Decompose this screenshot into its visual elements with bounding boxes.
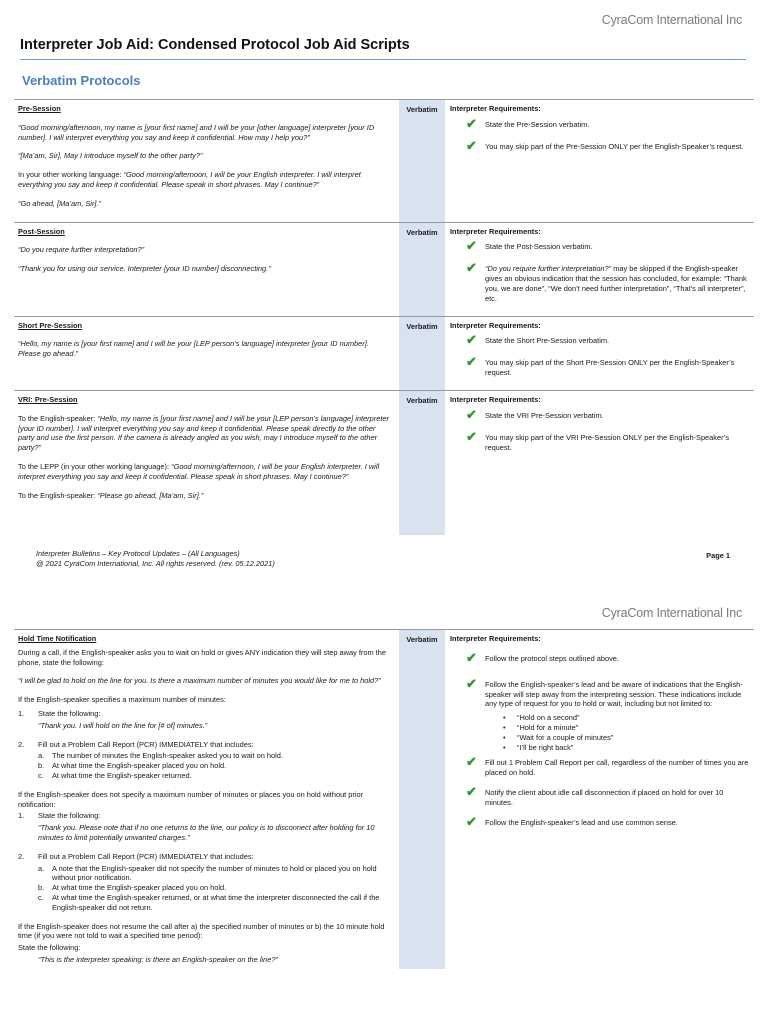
hold-if-not-resume: If the English-speaker does not resume the call after a) the specified number of minutes or b) the 10 minute hold time (if you were not told to wait a specified time period):: [18, 921, 385, 941]
substep-letter: b.: [38, 761, 45, 771]
substep-letter: c.: [38, 770, 44, 780]
check-icon: ✔: [466, 137, 477, 153]
hold-intro: During a call, if the English-speaker asks you to wait on hold or gives ANY indication they will step away from the phone, state the following:: [18, 647, 386, 667]
substep-text: The number of minutes the English-speaker asked you to wait on hold.: [52, 751, 283, 761]
final-quote: “This is the interpreter speaking: is there an English-speaker on the line?”: [38, 954, 278, 964]
requirements-cell: Interpreter Requirements: ✔ Follow the protocol steps outlined above. ✔ Follow the English-speaker’s lead and be aware of indications that the English-speaker will step away from the interpreting session. These indications include any type of request for you to hold or wait, including but not limited to: • “Hold on a second” • “Hold for a minute” • “Wait for a couple of minutes” • “I’ll be right back” ✔ Fill out 1 Problem Call Report per call, regardless of the number of times you are placed on hold. ✔ Notify the client about idle call disconnection if placed on hold for over 10 minutes. ✔ Follow the English-speaker’s lead and use common sense.: [445, 630, 754, 969]
check-icon: ✔: [466, 783, 477, 799]
protocol-heading: Post-Session: [18, 226, 65, 236]
requirement-text: Follow the English-speaker’s lead and use common sense.: [485, 817, 678, 827]
script-cell: [14, 630, 399, 969]
check-icon: ✔: [466, 428, 477, 444]
requirements-heading: Interpreter Requirements:: [450, 394, 541, 404]
substep-letter: a.: [38, 863, 45, 873]
page-number: Page 1: [706, 551, 730, 560]
verbatim-label: Verbatim: [399, 222, 445, 316]
table-row-vri-pre-session: [14, 390, 754, 535]
requirements-cell: [445, 222, 754, 316]
requirement-text: State the Pre-Session verbatim.: [485, 119, 590, 129]
table-row-pre-session: [14, 100, 754, 223]
document-page-2: [0, 585, 768, 1024]
footer-copyright: @ 2021 CyraCom International, Inc. All rights reserved. (rev. 05.12.2021): [36, 558, 275, 568]
script-prefix: To the English-speaker:: [18, 490, 98, 500]
step-quote: “Thank you. I will hold on the line for [# of] minutes.”: [38, 720, 208, 730]
company-logo: CyraCom International Inc: [601, 13, 742, 27]
requirement-text: You may skip part of the Pre-Session ONLY per the English-Speaker’s request.: [485, 141, 744, 151]
requirements-heading: Interpreter Requirements:: [450, 634, 541, 643]
bullet-text: “Wait for a couple of minutes”: [517, 732, 614, 742]
substep-text: At what time the English-speaker returned.: [52, 770, 192, 780]
check-icon: ✔: [466, 406, 477, 422]
protocol-heading: Hold Time Notification: [18, 634, 97, 643]
step-text: Fill out a Problem Call Report (PCR) IMMEDIATELY that includes:: [38, 851, 254, 861]
requirement-quote: “Do you require further interpretation?”: [485, 264, 612, 274]
step-text: Fill out a Problem Call Report (PCR) IMMEDIATELY that includes:: [38, 739, 254, 749]
requirement-text: Fill out 1 Problem Call Report per call, regardless of the number of times you are placed on hold.: [485, 758, 749, 778]
check-icon: ✔: [466, 332, 477, 348]
step-number: 1.: [18, 708, 25, 718]
substep-text: A note that the English-speaker did not specify the number of minutes to hold or placed you on hold without prior notification.: [52, 863, 377, 883]
script-text: “Do you require further interpretation?”: [18, 245, 145, 255]
company-logo: CyraCom International Inc: [601, 606, 742, 620]
script-cell: [14, 316, 399, 390]
requirement-text: Follow the English-speaker’s lead and be aware of indications that the English-speaker will step away from the interpreting session. These indications include any type of request for you to hold or wait, including but not limited to:: [485, 679, 743, 709]
table-row-post-session: [14, 222, 754, 316]
script-prefix: To the LEPP (in your other working language):: [18, 461, 172, 471]
requirements-cell: [445, 390, 754, 535]
requirement-text: You may skip part of the Short Pre-Session ONLY per the English-Speaker’s request.: [485, 358, 735, 378]
substep-letter: a.: [38, 751, 45, 761]
requirement-text: Notify the client about idle call disconnection if placed on hold for over 10 minutes.: [485, 787, 724, 807]
substep-text: At what time the English-speaker placed you on hold.: [52, 761, 227, 771]
script-text: “Hello, my name is [your first name] and I will be your [LEP person’s language] interpreter [your ID number]. I will interpret everything you say and keep it confidential. Please speak directly to the other party and use the first person. If the camera is already angled as you wish, may I introduce myself to the other party?”: [18, 413, 389, 453]
step-number: 2.: [18, 739, 25, 749]
script-prefix: To the English-speaker:: [18, 413, 98, 423]
protocol-heading: VRI: Pre-Session: [18, 394, 78, 404]
protocol-heading: Pre-Session: [18, 104, 61, 113]
script-text: “Go ahead, [Ma’am, Sir].”: [18, 198, 101, 208]
bullet-text: “I’ll be right back”: [517, 742, 574, 752]
requirements-heading: Interpreter Requirements:: [450, 320, 541, 330]
state-following: State the following:: [18, 943, 81, 953]
script-text: “Hello, my name is [your first name] and I will be your [LEP person’s language] interpreter [your ID number]. Please go ahead.”: [18, 339, 369, 359]
script-text: “Good morning/afternoon, I will be your English interpreter. I will interpret everything you say and keep it confidential. Please speak in short phrases. May I continue?”: [18, 461, 380, 481]
table-row-short-pre-session: [14, 316, 754, 390]
hold-intro-quote: “I will be glad to hold on the line for you. Is there a maximum number of minutes you would like for me to hold?”: [18, 676, 381, 686]
hold-if-max: If the English-speaker specifies a maximum number of minutes:: [18, 695, 226, 705]
script-cell: [14, 222, 399, 316]
step-number: 2.: [18, 851, 25, 861]
requirement-text: State the Post-Session verbatim.: [485, 242, 593, 252]
document-title: Interpreter Job Aid: Condensed Protocol Job Aid Scripts: [20, 37, 410, 53]
hold-if-no-max: If the English-speaker does not specify a maximum number of minutes or places you on hold without prior notification:: [18, 789, 364, 809]
substep-letter: b.: [38, 883, 45, 893]
section-title: Verbatim Protocols: [22, 73, 141, 88]
step-text: State the following:: [38, 811, 101, 821]
title-rule: [20, 59, 746, 60]
script-text: “[Ma’am, Sir], May I introduce myself to the other party?”: [18, 151, 203, 161]
script-text: “Please go ahead, [Ma’am, Sir].”: [97, 490, 204, 500]
check-icon: ✔: [466, 354, 477, 370]
requirement-text: State the Short Pre-Session verbatim.: [485, 336, 610, 346]
script-text: “Good morning/afternoon, my name is [your first name] and I will be your [other language] interpreter [your ID number]. I will interpret everything you say and keep it confidential. How may I help you?”: [18, 122, 375, 142]
substep-letter: c.: [38, 892, 44, 902]
footer-line: Interpreter Bulletins – Key Protocol Updates – (All Languages): [36, 549, 240, 558]
requirements-heading: Interpreter Requirements:: [450, 104, 541, 113]
substep-text: At what time the English-speaker returned, or at what time the interpreter disconnected the call if the English-speaker did not return.: [52, 892, 380, 912]
verbatim-label: Verbatim: [399, 100, 445, 223]
requirement-text: You may skip part of the VRI Pre-Session ONLY per the English-Speaker’s request.: [485, 432, 730, 452]
footer: [36, 549, 275, 568]
table-row-hold-time: [14, 630, 754, 969]
verbatim-label: Verbatim: [399, 390, 445, 535]
requirements-cell: [445, 316, 754, 390]
bullet-text: “Hold on a second”: [517, 713, 580, 723]
script-cell: [14, 100, 399, 223]
bullet-text: “Hold for a minute”: [517, 722, 579, 732]
protocol-heading: Short Pre-Session: [18, 320, 83, 330]
requirements-heading: Interpreter Requirements:: [450, 226, 541, 236]
verbatim-label: Verbatim: [399, 316, 445, 390]
requirement-text: State the VRI Pre-Session verbatim.: [485, 410, 604, 420]
verbatim-label: Verbatim: [399, 630, 445, 969]
check-icon: ✔: [466, 115, 477, 131]
requirements-cell: [445, 100, 754, 223]
script-text: “Good morning/afternoon, I will be your English interpreter. I will interpret everything you say and keep it confidential. Please speak in short phrases. May I continue?”: [18, 170, 361, 189]
check-icon: ✔: [466, 675, 477, 691]
check-icon: ✔: [466, 813, 477, 829]
script-cell: [14, 390, 399, 535]
step-number: 1.: [18, 811, 25, 821]
substep-text: At what time the English-speaker placed you on hold.: [52, 883, 227, 893]
protocol-table-page-2: [14, 629, 754, 969]
check-icon: ✔: [466, 649, 477, 665]
step-quote: “Thank you. Please note that if no one returns to the line, our policy is to disconnect after holding for 10 minutes to limit potentially unwanted charges.”: [38, 823, 375, 842]
check-icon: ✔: [466, 260, 477, 276]
protocol-table-page-1: [14, 99, 754, 535]
script-prefix: In your other working language:: [18, 170, 124, 180]
script-text: “Thank you for using our service. Interpreter [your ID number] disconnecting.”: [18, 264, 271, 274]
check-icon: ✔: [466, 238, 477, 254]
requirement-text: Follow the protocol steps outlined above.: [485, 653, 619, 663]
requirement-text: may be skipped if the English-speaker gives an obvious indication that the session has concluded, for example: “Thank you, we are done”, “We don’t need further interpretation”, “That’s all interpreter”, etc.: [485, 264, 747, 303]
check-icon: ✔: [466, 754, 477, 770]
step-text: State the following:: [38, 708, 101, 718]
